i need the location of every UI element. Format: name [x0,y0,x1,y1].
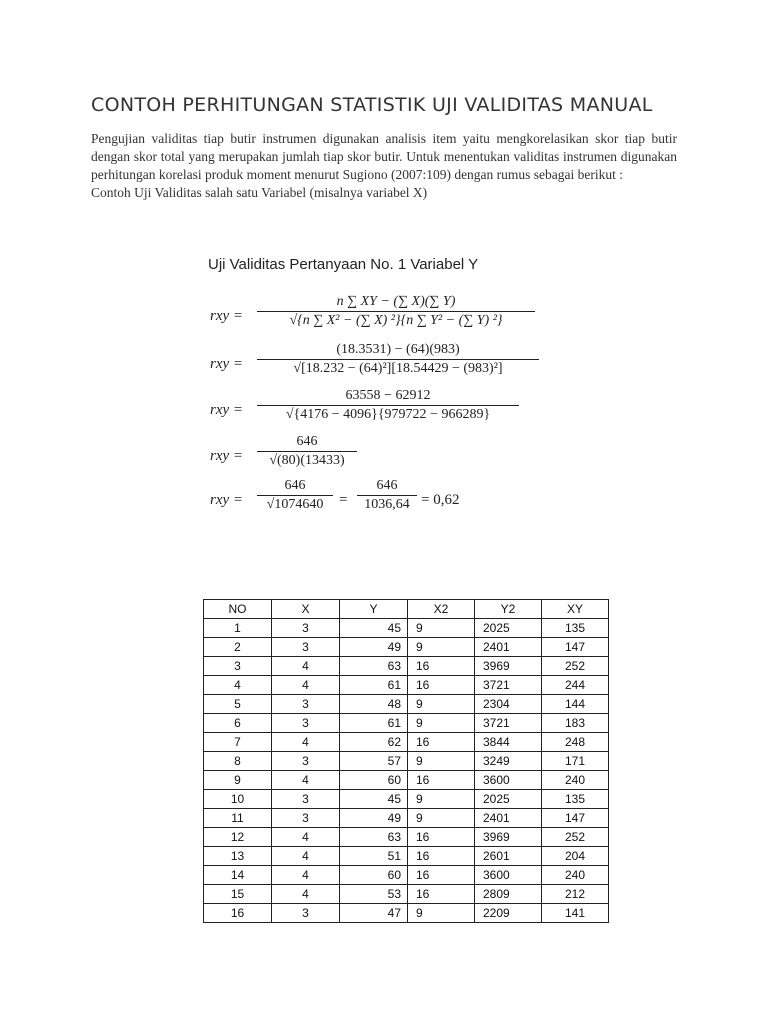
table-cell: 45 [340,790,408,809]
page-title: CONTOH PERHITUNGAN STATISTIK UJI VALIDITAS MANUAL [91,94,653,116]
table-cell: 3969 [475,657,542,676]
table-cell: 2401 [475,809,542,828]
table-cell: 2809 [475,885,542,904]
table-cell: 9 [408,752,475,771]
formula-lhs-5: rxy = [210,492,244,508]
table-cell: 3 [272,790,340,809]
table-cell: 8 [204,752,272,771]
table-cell: 3249 [475,752,542,771]
table-cell: 3600 [475,771,542,790]
intro-paragraph [91,130,677,202]
table-cell: 3 [272,714,340,733]
table-cell: 9 [204,771,272,790]
table-cell: 183 [542,714,609,733]
table-cell: 49 [340,809,408,828]
table-cell: 4 [272,866,340,885]
formula-lhs-4: rxy = [210,448,244,464]
formula-title: Uji Validitas Pertanyaan No. 1 Variabel Y [208,256,479,273]
table-cell: 60 [340,771,408,790]
table-cell: 6 [204,714,272,733]
table-cell: 4 [272,885,340,904]
table-cell: 252 [542,657,609,676]
table-cell: 9 [408,904,475,923]
formula-row-1-denominator: √{n ∑ X² − (∑ X) ²}{n ∑ Y² − (∑ Y) ²} [289,313,503,328]
column-header: NO [204,600,272,619]
formula-row-3-numerator: 63558 − 62912 [345,388,431,403]
table-row [204,809,609,828]
formula-image [205,256,555,526]
table-cell: 2304 [475,695,542,714]
table-cell: 3 [204,657,272,676]
table-cell: 4 [272,657,340,676]
table-row [204,638,609,657]
table-cell: 4 [272,847,340,866]
data-table [203,599,609,923]
table-row [204,752,609,771]
table-cell: 16 [408,676,475,695]
table-cell: 3 [272,638,340,657]
table-cell: 13 [204,847,272,866]
table-cell: 3 [272,695,340,714]
formula-row-5b [357,478,417,513]
table-cell: 57 [340,752,408,771]
table-cell: 1 [204,619,272,638]
table-cell: 4 [204,676,272,695]
table-row [204,904,609,923]
table-cell: 248 [542,733,609,752]
table-cell: 147 [542,638,609,657]
column-header: XY [542,600,609,619]
table-cell: 16 [408,733,475,752]
table-cell: 3 [272,619,340,638]
example-caption: Contoh Uji Validitas salah satu Variabel (misalnya variabel X) [91,185,428,200]
table-cell: 9 [408,790,475,809]
table-row [204,657,609,676]
formula-row-4-numerator: 646 [296,434,318,449]
table-cell: 252 [542,828,609,847]
table-cell: 12 [204,828,272,847]
table-row [204,866,609,885]
formula-row-5b-denominator: 1036,64 [364,497,410,512]
table-cell: 16 [408,771,475,790]
table-cell: 11 [204,809,272,828]
table-row [204,733,609,752]
formula-row-3 [257,388,519,423]
table-cell: 14 [204,866,272,885]
table-cell: 2025 [475,790,542,809]
table-cell: 4 [272,733,340,752]
table-cell: 3844 [475,733,542,752]
table-cell: 61 [340,676,408,695]
table-row [204,790,609,809]
formula-lhs-3: rxy = [210,402,244,418]
table-cell: 141 [542,904,609,923]
table-row [204,714,609,733]
table-cell: 244 [542,676,609,695]
formula-lhs-1: rxy = [210,308,244,324]
table-cell: 60 [340,866,408,885]
table-cell: 62 [340,733,408,752]
table-cell: 53 [340,885,408,904]
column-header: Y2 [475,600,542,619]
formula-row-4 [257,434,357,469]
table-cell: 63 [340,828,408,847]
table-row [204,695,609,714]
formula-row-5-equals: = [339,492,348,508]
table-cell: 3600 [475,866,542,885]
table-cell: 61 [340,714,408,733]
table-cell: 47 [340,904,408,923]
column-header: X2 [408,600,475,619]
table-cell: 3 [272,904,340,923]
table-cell: 3 [272,752,340,771]
formula-row-4-denominator: √(80)(13433) [269,453,345,468]
table-cell: 9 [408,809,475,828]
table-header-row [204,600,609,619]
table-cell: 2025 [475,619,542,638]
table-cell: 135 [542,619,609,638]
table-cell: 3969 [475,828,542,847]
formula-row-3-denominator: √{4176 − 4096}{979722 − 966289} [285,407,491,422]
table-row [204,619,609,638]
table-row [204,885,609,904]
table-cell: 9 [408,714,475,733]
table-cell: 16 [408,847,475,866]
table-cell: 4 [272,676,340,695]
table-cell: 2 [204,638,272,657]
formula-row-2 [257,342,539,377]
table-cell: 3721 [475,676,542,695]
formula-row-5a [257,478,333,513]
table-cell: 135 [542,790,609,809]
table-cell: 2601 [475,847,542,866]
formula-result: = 0,62 [421,492,460,508]
table-cell: 16 [204,904,272,923]
formula-row-5a-denominator: √1074640 [266,497,324,512]
table-cell: 147 [542,809,609,828]
formula-row-5a-numerator: 646 [284,478,306,493]
table-cell: 9 [408,638,475,657]
formula-row-2-numerator: (18.3531) − (64)(983) [336,342,460,357]
table-cell: 9 [408,619,475,638]
table-cell: 171 [542,752,609,771]
table-cell: 51 [340,847,408,866]
table-cell: 4 [272,828,340,847]
table-cell: 4 [272,771,340,790]
formula-row-2-denominator: √[18.232 − (64)²][18.54429 − (983)²] [293,361,503,376]
table-cell: 15 [204,885,272,904]
table-cell: 240 [542,771,609,790]
table-cell: 16 [408,657,475,676]
column-header: X [272,600,340,619]
table-cell: 9 [408,695,475,714]
table-cell: 212 [542,885,609,904]
table-row [204,676,609,695]
column-header: Y [340,600,408,619]
table-cell: 2209 [475,904,542,923]
table-cell: 49 [340,638,408,657]
formula-row-1 [257,294,535,329]
table-cell: 5 [204,695,272,714]
table-row [204,847,609,866]
table-cell: 45 [340,619,408,638]
table-cell: 16 [408,866,475,885]
table-cell: 16 [408,885,475,904]
table-cell: 10 [204,790,272,809]
table-cell: 204 [542,847,609,866]
table-cell: 16 [408,828,475,847]
table-cell: 3721 [475,714,542,733]
intro-text: Pengujian validitas tiap butir instrumen digunakan analisis item yaitu mengkorelasikan skor tiap butir dengan skor total yang merupakan jumlah tiap skor butir. Untuk menentukan validitas instrumen digunakan perhitungan korelasi produk moment menurut Sugiono (2007:109) dengan rumus sebagai berikut : [91,131,677,182]
table-row [204,771,609,790]
table-cell: 2401 [475,638,542,657]
table-row [204,828,609,847]
table-cell: 48 [340,695,408,714]
formula-row-5b-numerator: 646 [376,478,398,493]
table-cell: 240 [542,866,609,885]
table-cell: 7 [204,733,272,752]
table-cell: 63 [340,657,408,676]
formula-row-1-numerator: n ∑ XY − (∑ X)(∑ Y) [336,294,456,309]
table-cell: 3 [272,809,340,828]
formula-lhs-2: rxy = [210,356,244,372]
table-cell: 144 [542,695,609,714]
